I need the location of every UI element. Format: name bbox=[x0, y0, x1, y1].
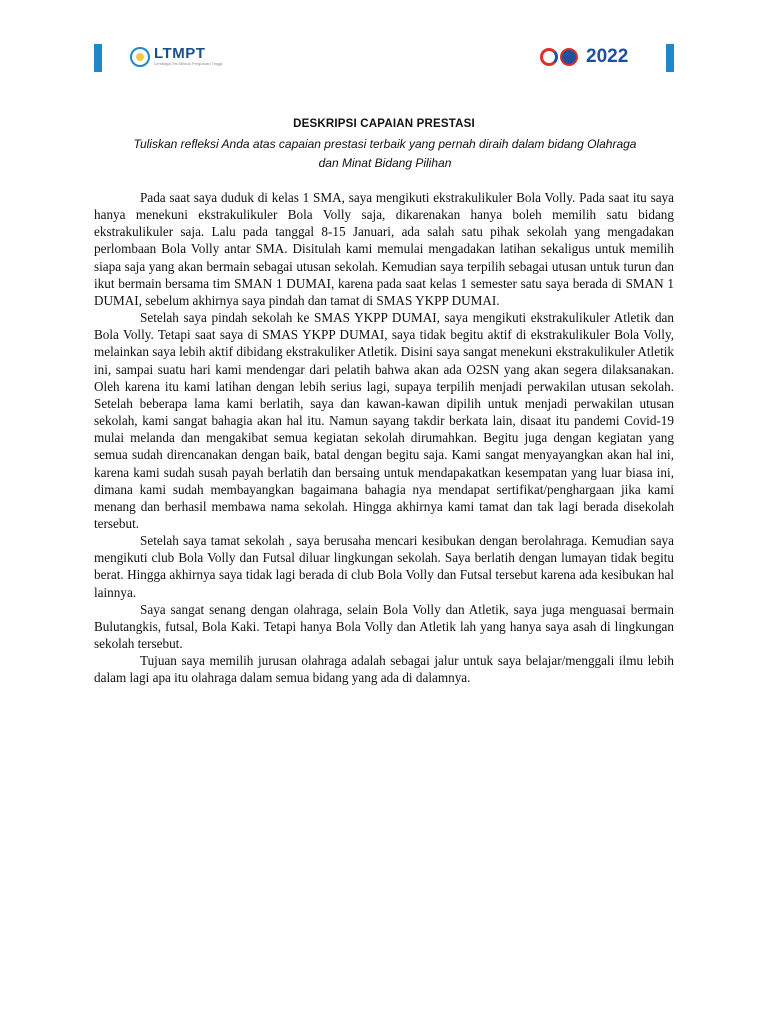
tut-wuri-emblem-icon bbox=[130, 47, 150, 67]
body-paragraph: Setelah saya tamat sekolah , saya berusaha mencari kesibukan dengan berolahraga. Kemudian saya mengikuti club Bola Volly dan Futsal diluar lingkungan sekolah. Saya berlatih dengan lumayan tidak begitu berat. Hingga akhirnya saya tidak lagi berada di club Bola Volly dan Futsal tersebut karena ada kesibukan hal lainnya. bbox=[94, 533, 674, 600]
body-paragraph: Tujuan saya memilih jurusan olahraga adalah sebagai jalur untuk saya belajar/menggali ilmu lebih dalam lagi apa itu olahraga dalam semua bidang yang ada di dalamnya. bbox=[94, 653, 674, 686]
ltmpt-logo-tagline: Lembaga Tes Masuk Perguruan Tinggi bbox=[154, 61, 223, 66]
logo-year: 2022 bbox=[586, 46, 629, 67]
body-paragraph: Saya sangat senang dengan olahraga, selain Bola Volly dan Atletik, saya juga menguasai bermain Bulutangkis, futsal, Bola Kaki. Tetapi hanya Bola Volly dan Atletik lah yang hanya saya asah di lingkungan sekolah tersebut. bbox=[94, 601, 674, 652]
seal-logo-icon bbox=[560, 48, 578, 66]
document-subtitle-line-2: dan Minat Bidang Pilihan bbox=[318, 156, 452, 170]
header-accent-bar-right bbox=[666, 44, 674, 72]
document-title: DESKRIPSI CAPAIAN PRESTASI bbox=[293, 118, 475, 130]
utbk-2022-logo bbox=[540, 46, 628, 68]
body-paragraph: Setelah saya pindah sekolah ke SMAS YKPP DUMAI, saya mengikuti ekstrakulikuler Atletik dan Bola Volly. Tetapi saat saya di SMAS YKPP DUMAI, saya tidak begitu aktif di ekstrakulikuler Bola Volly, melainkan saya lebih aktif dibidang ekstrakuliker Atletik. Disini saya sangat menekuni ekstrakulikuler Atletik ini, sampai suatu hari kami mendengar dari pelatih bahwa akan ada O2SN yang akan segera dilaksanakan. Oleh karena itu kami latihan dengan lebih serius lagi, supaya terpilih menjadi perwakilan utusan sekolah. Setelah beberapa lama kami berlatih, saya dan kawan-kawan dipilih untuk menjadi perwakilan utusan sekolah, kami sangat bahagia akan hal itu. Namun sayang takdir berkata lain, disaat itu pandemi Covid-19 mulai melanda dan mengakibat semua kegiatan sekolah dirumahkan. Begitu juga dengan kegiatan yang semua sudah direncanakan dengan baik, batal dengan begitu saja. Kami sangat menyayangkan akan hal ini, karena kami sudah susah payah berlatih dan bersaing untuk mendapakatkan kesempatan yang luar biasa ini, dimana kami sudah membayangkan bagaimana bahagia nya mendapat sertifikat/penghargaan jika kami menang dan berhasil membawa nama sekolah. Hingga akhirnya kami tamat dan tak lagi berada disekolah tersebut. bbox=[94, 310, 674, 531]
ltmpt-logo bbox=[130, 46, 222, 67]
ltmpt-logo-name: LTMPT bbox=[154, 45, 206, 62]
document-subtitle-line-1: Tuliskan refleksi Anda atas capaian prestasi terbaik yang pernah diraih dalam bidang Olahraga bbox=[133, 137, 637, 151]
swirl-logo-icon bbox=[540, 48, 558, 66]
document-body bbox=[94, 189, 674, 687]
header-accent-bar-left bbox=[94, 44, 102, 72]
body-paragraph: Pada saat saya duduk di kelas 1 SMA, saya mengikuti ekstrakulikuler Bola Volly. Pada saat itu saya hanya menekuni ekstrakulikuler Bola Volly saja, dikarenakan hanya boleh memilih satu bidang ekstrakulikuler saja. Lalu pada tanggal 8-15 Januari, ada salah satu pihak sekolah yang mengadakan perlombaan Bola Volly antar SMA. Disitulah kami memulai mengadakan latihan sekaligus untuk memilih siapa saja yang akan bermain sebagai utusan sekolah. Kemudian saya terpilih sebagai utusan untuk turun dan ikut bermain bersama tim SMAN 1 DUMAI, karena pada saat kelas 1 semester satu saya berada di SMAN 1 DUMAI, sebelum akhirnya saya pindah dan tamat di SMAS YKPP DUMAI. bbox=[94, 190, 674, 308]
